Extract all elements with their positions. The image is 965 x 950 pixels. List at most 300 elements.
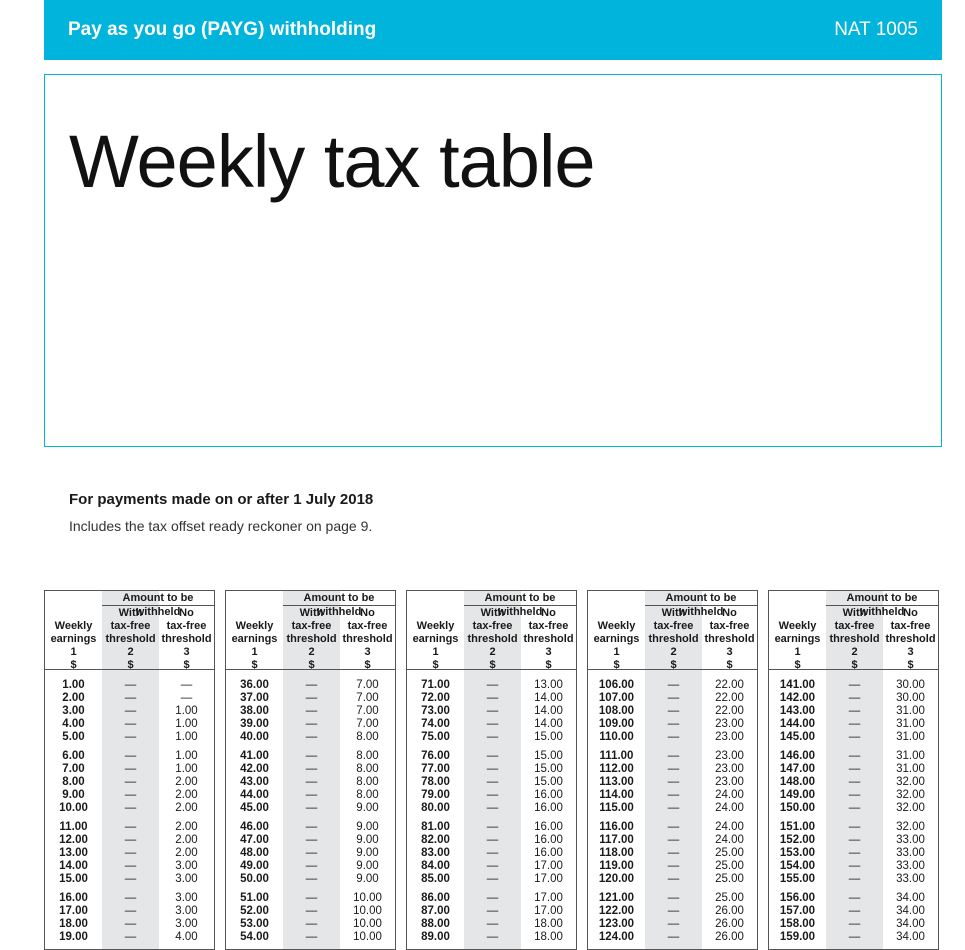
no-threshold-cell: 22.00 bbox=[715, 679, 744, 691]
weekly-earnings-cell: 149.00 bbox=[779, 789, 816, 801]
no-threshold-cell: 8.00 bbox=[356, 776, 379, 788]
with-threshold-header: With tax-free threshold 2 $ bbox=[829, 607, 880, 671]
weekly-earnings-cell: 121.00 bbox=[598, 892, 635, 904]
no-threshold-cell: 16.00 bbox=[534, 789, 563, 801]
weekly-earnings-cell: 15.00 bbox=[59, 873, 88, 885]
with-threshold-header: With tax-free threshold 2 $ bbox=[286, 607, 337, 671]
with-threshold-cell: — bbox=[667, 892, 680, 904]
weekly-earnings-cell: 13.00 bbox=[59, 847, 88, 859]
weekly-earnings-header: Weekly earnings 1 $ bbox=[774, 620, 821, 671]
no-threshold-cell: 9.00 bbox=[356, 834, 379, 846]
no-threshold-cell: 24.00 bbox=[715, 802, 744, 814]
with-threshold-cell: — bbox=[848, 905, 861, 917]
no-threshold-cell: 16.00 bbox=[534, 802, 563, 814]
no-threshold-cell: 14.00 bbox=[534, 705, 563, 717]
with-threshold-cell: — bbox=[124, 692, 137, 704]
with-threshold-cell: — bbox=[124, 802, 137, 814]
weekly-earnings-cell: 44.00 bbox=[240, 789, 269, 801]
weekly-earnings-cell: 2.00 bbox=[62, 692, 85, 704]
table-row bbox=[769, 763, 938, 776]
table-row bbox=[45, 750, 214, 763]
table-row bbox=[226, 763, 395, 776]
table-row bbox=[588, 750, 757, 763]
table-row bbox=[588, 892, 757, 905]
table-row bbox=[769, 847, 938, 860]
no-threshold-cell: 3.00 bbox=[175, 873, 198, 885]
weekly-earnings-cell: 120.00 bbox=[598, 873, 635, 885]
weekly-earnings-cell: 153.00 bbox=[779, 847, 816, 859]
no-threshold-cell: 30.00 bbox=[896, 679, 925, 691]
no-threshold-cell: 34.00 bbox=[896, 931, 925, 943]
no-threshold-cell: 23.00 bbox=[715, 776, 744, 788]
header-divider bbox=[226, 669, 395, 670]
with-threshold-cell: — bbox=[848, 731, 861, 743]
table-row bbox=[769, 789, 938, 802]
banner-title: Pay as you go (PAYG) withholding bbox=[68, 19, 377, 40]
weekly-earnings-cell: 108.00 bbox=[598, 705, 635, 717]
weekly-earnings-cell: 12.00 bbox=[59, 834, 88, 846]
table-row bbox=[45, 905, 214, 918]
with-threshold-cell: — bbox=[486, 679, 499, 691]
weekly-earnings-cell: 46.00 bbox=[240, 821, 269, 833]
weekly-earnings-cell: 6.00 bbox=[62, 750, 85, 762]
no-threshold-cell: 31.00 bbox=[896, 731, 925, 743]
table-row bbox=[407, 821, 576, 834]
no-threshold-cell: 8.00 bbox=[356, 731, 379, 743]
with-threshold-header: With tax-free threshold 2 $ bbox=[648, 607, 699, 671]
weekly-earnings-cell: 38.00 bbox=[240, 705, 269, 717]
table-row bbox=[769, 905, 938, 918]
with-threshold-cell: — bbox=[848, 750, 861, 762]
with-threshold-cell: — bbox=[848, 860, 861, 872]
no-threshold-cell: 31.00 bbox=[896, 750, 925, 762]
amount-withheld-header: Amount to be withheld bbox=[464, 591, 576, 606]
no-threshold-cell: 9.00 bbox=[356, 847, 379, 859]
table-row bbox=[45, 776, 214, 789]
table-row bbox=[45, 834, 214, 847]
weekly-earnings-header: Weekly earnings 1 $ bbox=[593, 620, 640, 671]
no-threshold-cell: 22.00 bbox=[715, 705, 744, 717]
no-threshold-cell: 1.00 bbox=[175, 750, 198, 762]
amount-withheld-header: Amount to be withheld bbox=[645, 591, 757, 606]
no-threshold-cell: 33.00 bbox=[896, 847, 925, 859]
no-threshold-cell: 9.00 bbox=[356, 821, 379, 833]
table-row bbox=[769, 692, 938, 705]
no-threshold-cell: 33.00 bbox=[896, 873, 925, 885]
weekly-earnings-cell: 78.00 bbox=[421, 776, 450, 788]
table-row bbox=[588, 692, 757, 705]
table-row bbox=[588, 834, 757, 847]
table-row bbox=[769, 873, 938, 886]
weekly-earnings-cell: 146.00 bbox=[779, 750, 816, 762]
weekly-earnings-cell: 77.00 bbox=[421, 763, 450, 775]
with-threshold-cell: — bbox=[124, 821, 137, 833]
weekly-earnings-cell: 71.00 bbox=[421, 679, 450, 691]
no-threshold-cell: 14.00 bbox=[534, 718, 563, 730]
no-threshold-cell: 32.00 bbox=[896, 802, 925, 814]
weekly-earnings-cell: 152.00 bbox=[779, 834, 816, 846]
table-row bbox=[769, 834, 938, 847]
with-threshold-cell: — bbox=[124, 834, 137, 846]
weekly-earnings-cell: 10.00 bbox=[59, 802, 88, 814]
weekly-earnings-cell: 151.00 bbox=[779, 821, 816, 833]
table-row bbox=[226, 789, 395, 802]
no-threshold-cell: 24.00 bbox=[715, 834, 744, 846]
with-threshold-cell: — bbox=[667, 692, 680, 704]
no-threshold-cell: 31.00 bbox=[896, 718, 925, 730]
header-divider bbox=[588, 669, 757, 670]
table-row bbox=[769, 731, 938, 744]
no-threshold-cell: 34.00 bbox=[896, 905, 925, 917]
with-threshold-cell: — bbox=[305, 802, 318, 814]
no-threshold-cell: 25.00 bbox=[715, 860, 744, 872]
no-threshold-cell: 1.00 bbox=[175, 718, 198, 730]
no-threshold-cell: 32.00 bbox=[896, 821, 925, 833]
weekly-earnings-cell: 145.00 bbox=[779, 731, 816, 743]
table-row bbox=[407, 918, 576, 931]
weekly-earnings-cell: 85.00 bbox=[421, 873, 450, 885]
table-panel bbox=[406, 590, 577, 950]
table-row bbox=[45, 918, 214, 931]
table-row bbox=[226, 931, 395, 944]
weekly-earnings-cell: 74.00 bbox=[421, 718, 450, 730]
with-threshold-cell: — bbox=[848, 776, 861, 788]
with-threshold-cell: — bbox=[486, 905, 499, 917]
weekly-earnings-header: Weekly earnings 1 $ bbox=[412, 620, 459, 671]
no-threshold-cell: 17.00 bbox=[534, 873, 563, 885]
no-threshold-cell: 15.00 bbox=[534, 750, 563, 762]
weekly-earnings-cell: 37.00 bbox=[240, 692, 269, 704]
weekly-earnings-cell: 47.00 bbox=[240, 834, 269, 846]
weekly-earnings-cell: 52.00 bbox=[240, 905, 269, 917]
weekly-earnings-cell: 142.00 bbox=[779, 692, 816, 704]
weekly-earnings-cell: 54.00 bbox=[240, 931, 269, 943]
table-row bbox=[45, 821, 214, 834]
weekly-earnings-cell: 50.00 bbox=[240, 873, 269, 885]
table-row bbox=[45, 763, 214, 776]
weekly-earnings-cell: 118.00 bbox=[599, 847, 634, 859]
no-threshold-header: No tax-free threshold 3 $ bbox=[704, 607, 755, 671]
with-threshold-cell: — bbox=[667, 802, 680, 814]
no-threshold-cell: 10.00 bbox=[353, 905, 382, 917]
amount-withheld-header: Amount to be withheld bbox=[826, 591, 938, 606]
with-threshold-cell: — bbox=[848, 892, 861, 904]
with-threshold-cell: — bbox=[305, 905, 318, 917]
no-threshold-cell: 17.00 bbox=[534, 892, 563, 904]
weekly-earnings-header: Weekly earnings 1 $ bbox=[231, 620, 278, 671]
weekly-earnings-cell: 159.00 bbox=[779, 931, 816, 943]
weekly-earnings-cell: 86.00 bbox=[421, 892, 450, 904]
with-threshold-cell: — bbox=[124, 789, 137, 801]
no-threshold-cell: 16.00 bbox=[534, 834, 563, 846]
weekly-earnings-cell: 79.00 bbox=[421, 789, 450, 801]
weekly-earnings-cell: 155.00 bbox=[779, 873, 816, 885]
weekly-earnings-cell: 4.00 bbox=[62, 718, 85, 730]
table-row bbox=[588, 718, 757, 731]
with-threshold-cell: — bbox=[667, 789, 680, 801]
with-threshold-cell: — bbox=[667, 931, 680, 943]
no-threshold-cell: 14.00 bbox=[534, 692, 563, 704]
with-threshold-cell: — bbox=[124, 873, 137, 885]
no-threshold-cell: 13.00 bbox=[534, 679, 563, 691]
no-threshold-cell: 2.00 bbox=[175, 802, 198, 814]
table-panel bbox=[587, 590, 758, 950]
no-threshold-cell: 25.00 bbox=[715, 847, 744, 859]
with-threshold-cell: — bbox=[848, 763, 861, 775]
weekly-earnings-cell: 110.00 bbox=[599, 731, 634, 743]
table-row bbox=[769, 750, 938, 763]
table-row bbox=[407, 873, 576, 886]
no-threshold-cell: 32.00 bbox=[896, 789, 925, 801]
table-row bbox=[588, 931, 757, 944]
no-threshold-cell: 3.00 bbox=[175, 892, 198, 904]
weekly-earnings-cell: 82.00 bbox=[421, 834, 450, 846]
weekly-earnings-cell: 36.00 bbox=[240, 679, 269, 691]
table-row bbox=[407, 905, 576, 918]
weekly-earnings-cell: 7.00 bbox=[62, 763, 85, 775]
weekly-earnings-cell: 116.00 bbox=[599, 821, 634, 833]
with-threshold-cell: — bbox=[124, 847, 137, 859]
with-threshold-cell: — bbox=[848, 821, 861, 833]
offset-note: Includes the tax offset ready reckoner on page 9. bbox=[69, 518, 373, 534]
with-threshold-cell: — bbox=[486, 776, 499, 788]
with-threshold-cell: — bbox=[486, 789, 499, 801]
weekly-earnings-cell: 87.00 bbox=[421, 905, 450, 917]
with-threshold-cell: — bbox=[124, 892, 137, 904]
table-row bbox=[407, 789, 576, 802]
no-threshold-cell: 7.00 bbox=[356, 705, 379, 717]
no-threshold-cell: 2.00 bbox=[175, 821, 198, 833]
with-threshold-cell: — bbox=[848, 802, 861, 814]
with-threshold-cell: — bbox=[848, 834, 861, 846]
with-threshold-cell: — bbox=[305, 692, 318, 704]
table-row bbox=[407, 931, 576, 944]
no-threshold-cell: 8.00 bbox=[356, 750, 379, 762]
no-threshold-cell: 32.00 bbox=[896, 776, 925, 788]
no-threshold-cell: 8.00 bbox=[356, 763, 379, 775]
with-threshold-cell: — bbox=[486, 692, 499, 704]
no-threshold-cell: 2.00 bbox=[175, 776, 198, 788]
no-threshold-cell: 2.00 bbox=[175, 834, 198, 846]
with-threshold-cell: — bbox=[305, 847, 318, 859]
table-row bbox=[226, 776, 395, 789]
with-threshold-cell: — bbox=[486, 718, 499, 730]
weekly-earnings-cell: 113.00 bbox=[599, 776, 634, 788]
weekly-earnings-cell: 122.00 bbox=[598, 905, 635, 917]
page-title: Weekly tax table bbox=[69, 120, 595, 203]
table-row bbox=[45, 789, 214, 802]
with-threshold-cell: — bbox=[305, 718, 318, 730]
amount-withheld-header: Amount to be withheld bbox=[102, 591, 214, 606]
weekly-earnings-cell: 144.00 bbox=[779, 718, 816, 730]
table-row bbox=[226, 705, 395, 718]
table-row bbox=[588, 873, 757, 886]
weekly-earnings-cell: 115.00 bbox=[599, 802, 634, 814]
with-threshold-header: With tax-free threshold 2 $ bbox=[467, 607, 518, 671]
with-threshold-cell: — bbox=[486, 821, 499, 833]
with-threshold-cell: — bbox=[305, 860, 318, 872]
table-row bbox=[226, 847, 395, 860]
table-panel bbox=[225, 590, 396, 950]
with-threshold-cell: — bbox=[124, 750, 137, 762]
weekly-earnings-cell: 3.00 bbox=[62, 705, 85, 717]
with-threshold-cell: — bbox=[305, 931, 318, 943]
with-threshold-cell: — bbox=[305, 834, 318, 846]
with-threshold-cell: — bbox=[848, 931, 861, 943]
with-threshold-cell: — bbox=[305, 731, 318, 743]
payments-date-heading: For payments made on or after 1 July 2018 bbox=[69, 491, 374, 508]
title-box bbox=[44, 74, 942, 447]
table-row bbox=[226, 821, 395, 834]
table-row bbox=[407, 718, 576, 731]
table-row bbox=[226, 905, 395, 918]
weekly-earnings-cell: 148.00 bbox=[779, 776, 816, 788]
no-threshold-cell: 16.00 bbox=[534, 847, 563, 859]
weekly-earnings-cell: 19.00 bbox=[59, 931, 88, 943]
header-divider bbox=[45, 669, 214, 670]
weekly-earnings-cell: 76.00 bbox=[421, 750, 450, 762]
weekly-earnings-cell: 123.00 bbox=[598, 918, 635, 930]
table-row bbox=[588, 918, 757, 931]
with-threshold-cell: — bbox=[486, 731, 499, 743]
no-threshold-cell: 31.00 bbox=[896, 705, 925, 717]
no-threshold-cell: 17.00 bbox=[534, 905, 563, 917]
no-threshold-cell: — bbox=[180, 679, 193, 691]
weekly-earnings-cell: 14.00 bbox=[59, 860, 88, 872]
table-row bbox=[769, 776, 938, 789]
no-threshold-cell: 2.00 bbox=[175, 789, 198, 801]
no-threshold-cell: 1.00 bbox=[175, 731, 198, 743]
table-row bbox=[226, 679, 395, 692]
with-threshold-cell: — bbox=[305, 776, 318, 788]
no-threshold-cell: 9.00 bbox=[356, 860, 379, 872]
no-threshold-cell: 7.00 bbox=[356, 718, 379, 730]
weekly-earnings-cell: 119.00 bbox=[599, 860, 634, 872]
table-panel bbox=[44, 590, 215, 950]
with-threshold-cell: — bbox=[305, 873, 318, 885]
table-row bbox=[226, 692, 395, 705]
no-threshold-cell: 18.00 bbox=[534, 931, 563, 943]
with-threshold-cell: — bbox=[667, 834, 680, 846]
weekly-earnings-cell: 16.00 bbox=[59, 892, 88, 904]
with-threshold-cell: — bbox=[486, 918, 499, 930]
no-threshold-cell: 10.00 bbox=[353, 918, 382, 930]
weekly-earnings-cell: 41.00 bbox=[240, 750, 269, 762]
weekly-earnings-cell: 124.00 bbox=[598, 931, 635, 943]
weekly-earnings-cell: 9.00 bbox=[62, 789, 85, 801]
weekly-earnings-cell: 5.00 bbox=[62, 731, 85, 743]
weekly-earnings-cell: 88.00 bbox=[421, 918, 450, 930]
with-threshold-cell: — bbox=[486, 750, 499, 762]
no-threshold-cell: 4.00 bbox=[175, 931, 198, 943]
no-threshold-cell: 23.00 bbox=[715, 731, 744, 743]
with-threshold-cell: — bbox=[486, 873, 499, 885]
weekly-earnings-cell: 45.00 bbox=[240, 802, 269, 814]
table-row bbox=[769, 821, 938, 834]
with-threshold-cell: — bbox=[486, 834, 499, 846]
weekly-earnings-cell: 106.00 bbox=[598, 679, 635, 691]
no-threshold-cell: 7.00 bbox=[356, 679, 379, 691]
table-row bbox=[588, 860, 757, 873]
table-row bbox=[407, 679, 576, 692]
with-threshold-cell: — bbox=[848, 789, 861, 801]
with-threshold-cell: — bbox=[848, 718, 861, 730]
table-row bbox=[588, 847, 757, 860]
with-threshold-cell: — bbox=[486, 847, 499, 859]
weekly-earnings-cell: 84.00 bbox=[421, 860, 450, 872]
table-row bbox=[407, 692, 576, 705]
no-threshold-cell: 7.00 bbox=[356, 692, 379, 704]
table-row bbox=[226, 718, 395, 731]
table-row bbox=[226, 802, 395, 815]
no-threshold-cell: 3.00 bbox=[175, 905, 198, 917]
with-threshold-cell: — bbox=[305, 679, 318, 691]
table-row bbox=[407, 802, 576, 815]
table-row bbox=[588, 776, 757, 789]
no-threshold-cell: 9.00 bbox=[356, 802, 379, 814]
weekly-earnings-cell: 1.00 bbox=[62, 679, 85, 691]
with-threshold-cell: — bbox=[667, 763, 680, 775]
table-row bbox=[45, 705, 214, 718]
with-threshold-cell: — bbox=[667, 776, 680, 788]
header-divider bbox=[407, 669, 576, 670]
no-threshold-cell: 15.00 bbox=[534, 731, 563, 743]
amount-withheld-header: Amount to be withheld bbox=[283, 591, 395, 606]
table-row bbox=[588, 821, 757, 834]
weekly-earnings-cell: 75.00 bbox=[421, 731, 450, 743]
table-row bbox=[45, 873, 214, 886]
no-threshold-cell: 25.00 bbox=[715, 892, 744, 904]
with-threshold-cell: — bbox=[124, 918, 137, 930]
no-threshold-cell: 1.00 bbox=[175, 763, 198, 775]
with-threshold-cell: — bbox=[667, 873, 680, 885]
with-threshold-cell: — bbox=[124, 679, 137, 691]
with-threshold-cell: — bbox=[305, 892, 318, 904]
table-row bbox=[588, 905, 757, 918]
no-threshold-cell: 24.00 bbox=[715, 789, 744, 801]
no-threshold-cell: 3.00 bbox=[175, 860, 198, 872]
with-threshold-cell: — bbox=[667, 860, 680, 872]
weekly-earnings-cell: 158.00 bbox=[779, 918, 816, 930]
no-threshold-cell: 1.00 bbox=[175, 705, 198, 717]
table-row bbox=[769, 860, 938, 873]
weekly-earnings-cell: 89.00 bbox=[421, 931, 450, 943]
table-row bbox=[407, 731, 576, 744]
no-threshold-cell: 26.00 bbox=[715, 905, 744, 917]
table-row bbox=[45, 931, 214, 944]
with-threshold-header: With tax-free threshold 2 $ bbox=[105, 607, 156, 671]
no-threshold-cell: 2.00 bbox=[175, 847, 198, 859]
table-row bbox=[45, 802, 214, 815]
with-threshold-cell: — bbox=[124, 705, 137, 717]
weekly-earnings-cell: 81.00 bbox=[421, 821, 450, 833]
table-row bbox=[769, 918, 938, 931]
weekly-earnings-cell: 39.00 bbox=[240, 718, 269, 730]
weekly-earnings-cell: 42.00 bbox=[240, 763, 269, 775]
with-threshold-cell: — bbox=[124, 731, 137, 743]
table-row bbox=[769, 892, 938, 905]
no-threshold-cell: 15.00 bbox=[534, 763, 563, 775]
no-threshold-header: No tax-free threshold 3 $ bbox=[342, 607, 393, 671]
table-row bbox=[226, 892, 395, 905]
with-threshold-cell: — bbox=[848, 847, 861, 859]
header-banner bbox=[44, 0, 942, 60]
weekly-earnings-cell: 107.00 bbox=[598, 692, 635, 704]
table-row bbox=[407, 763, 576, 776]
no-threshold-cell: 23.00 bbox=[715, 718, 744, 730]
weekly-earnings-cell: 117.00 bbox=[599, 834, 634, 846]
with-threshold-cell: — bbox=[305, 705, 318, 717]
